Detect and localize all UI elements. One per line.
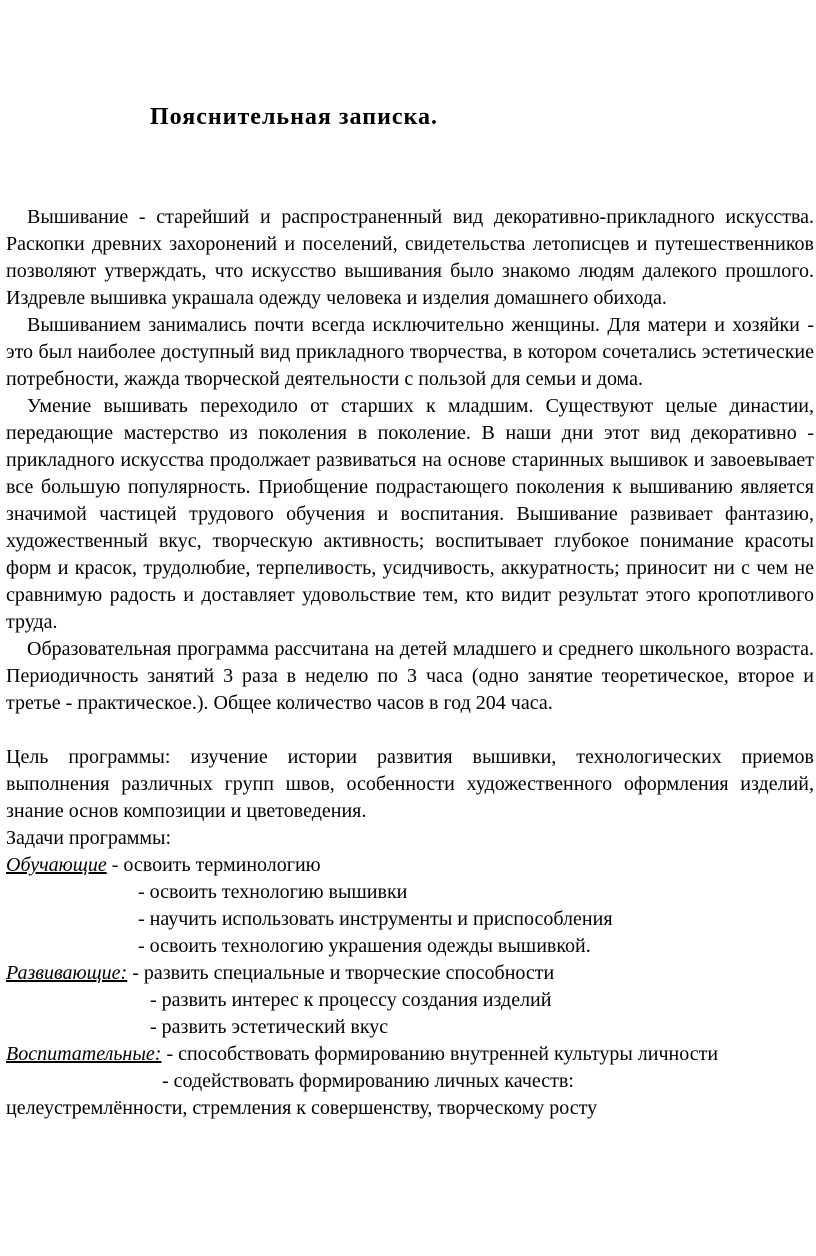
document-body: [6, 204, 814, 1122]
task-razv-line-1: [6, 960, 814, 987]
task-item: - освоить технологию украшения одежды вышивкой.: [138, 935, 591, 957]
task-item: - содействовать формированию личных качеств:: [162, 1070, 574, 1092]
page-title: Пояснительная записка.: [150, 104, 439, 130]
tasks-heading: Задачи программы:: [6, 827, 171, 849]
category-razv-label: Развивающие:: [6, 962, 128, 984]
paragraph-tradition: Умение вышивать переходило от старших к младшим. Существуют целые династии, передающие мастерство из поколения в поколение. В наши дни этот вид декоративно - прикладного искусства продолжает развиваться на основе старинных вышивок и завоевывает все большую популярность. Приобщение подрастающего поколения к вышиванию является значимой частицей трудового обучения и воспитания. Вышивание развивает фантазию, художественный вкус, творческую активность; воспитывает глубокое понимание красоты форм и красок, трудолюбие, терпеливость, усидчивость, аккуратность; приносит ни с чем не сравнимую радость и доставляет удовольствие тем, кто видит результат этого кропотливого труда.: [6, 395, 814, 633]
task-item: - развить специальные и творческие способности: [127, 962, 555, 984]
spacer: [6, 717, 814, 744]
task-item: - способствовать формированию внутренней культуры личности: [161, 1043, 719, 1065]
task-item: - развить интерес к процессу создания изделий: [150, 989, 552, 1011]
category-vosp-label: Воспитательные:: [6, 1043, 162, 1065]
paragraph-intro: Вышивание - старейший и распространенный вид декоративно-прикладного искусства. Раскопки древних захоронений и поселений, свидетельства летописцев и путешественников позволяют утверждать, что искусство вышивания было знакомо людям далекого прошлого. Издревле вышивка украшала одежду человека и изделия домашнего обихода.: [6, 206, 814, 309]
paragraph-program: Образовательная программа рассчитана на детей младшего и среднего школьного возраста. Периодичность занятий 3 раза в неделю по 3 часа (одно занятие теоретическое, второе и третье - практическое.). Общее количество часов в год 204 часа.: [6, 638, 814, 714]
task-item: - развить эстетический вкус: [150, 1016, 389, 1038]
program-goal: Цель программы: изучение истории развития вышивки, технологических приемов выполнения различных групп швов, особенности художественного оформления изделий, знание основ композиции и цветоведения.: [6, 746, 814, 822]
task-item: - освоить технологию вышивки: [138, 881, 408, 903]
task-vosp-line-1: [6, 1041, 814, 1068]
category-obuch-label: Обучающие: [6, 854, 107, 876]
task-item: целеустремлённости, стремления к совершенству, творческому росту: [6, 1097, 598, 1119]
task-item: - освоить терминологию: [106, 854, 321, 876]
task-item: - научить использовать инструменты и приспособления: [138, 908, 613, 930]
task-obuch-line-1: [6, 852, 814, 879]
paragraph-women: Вышиванием занимались почти всегда исключительно женщины. Для матери и хозяйки - это был наиболее доступный вид прикладного творчества, в котором сочетались эстетические потребности, жажда творческой деятельности с пользой для семьи и дома.: [6, 314, 814, 390]
